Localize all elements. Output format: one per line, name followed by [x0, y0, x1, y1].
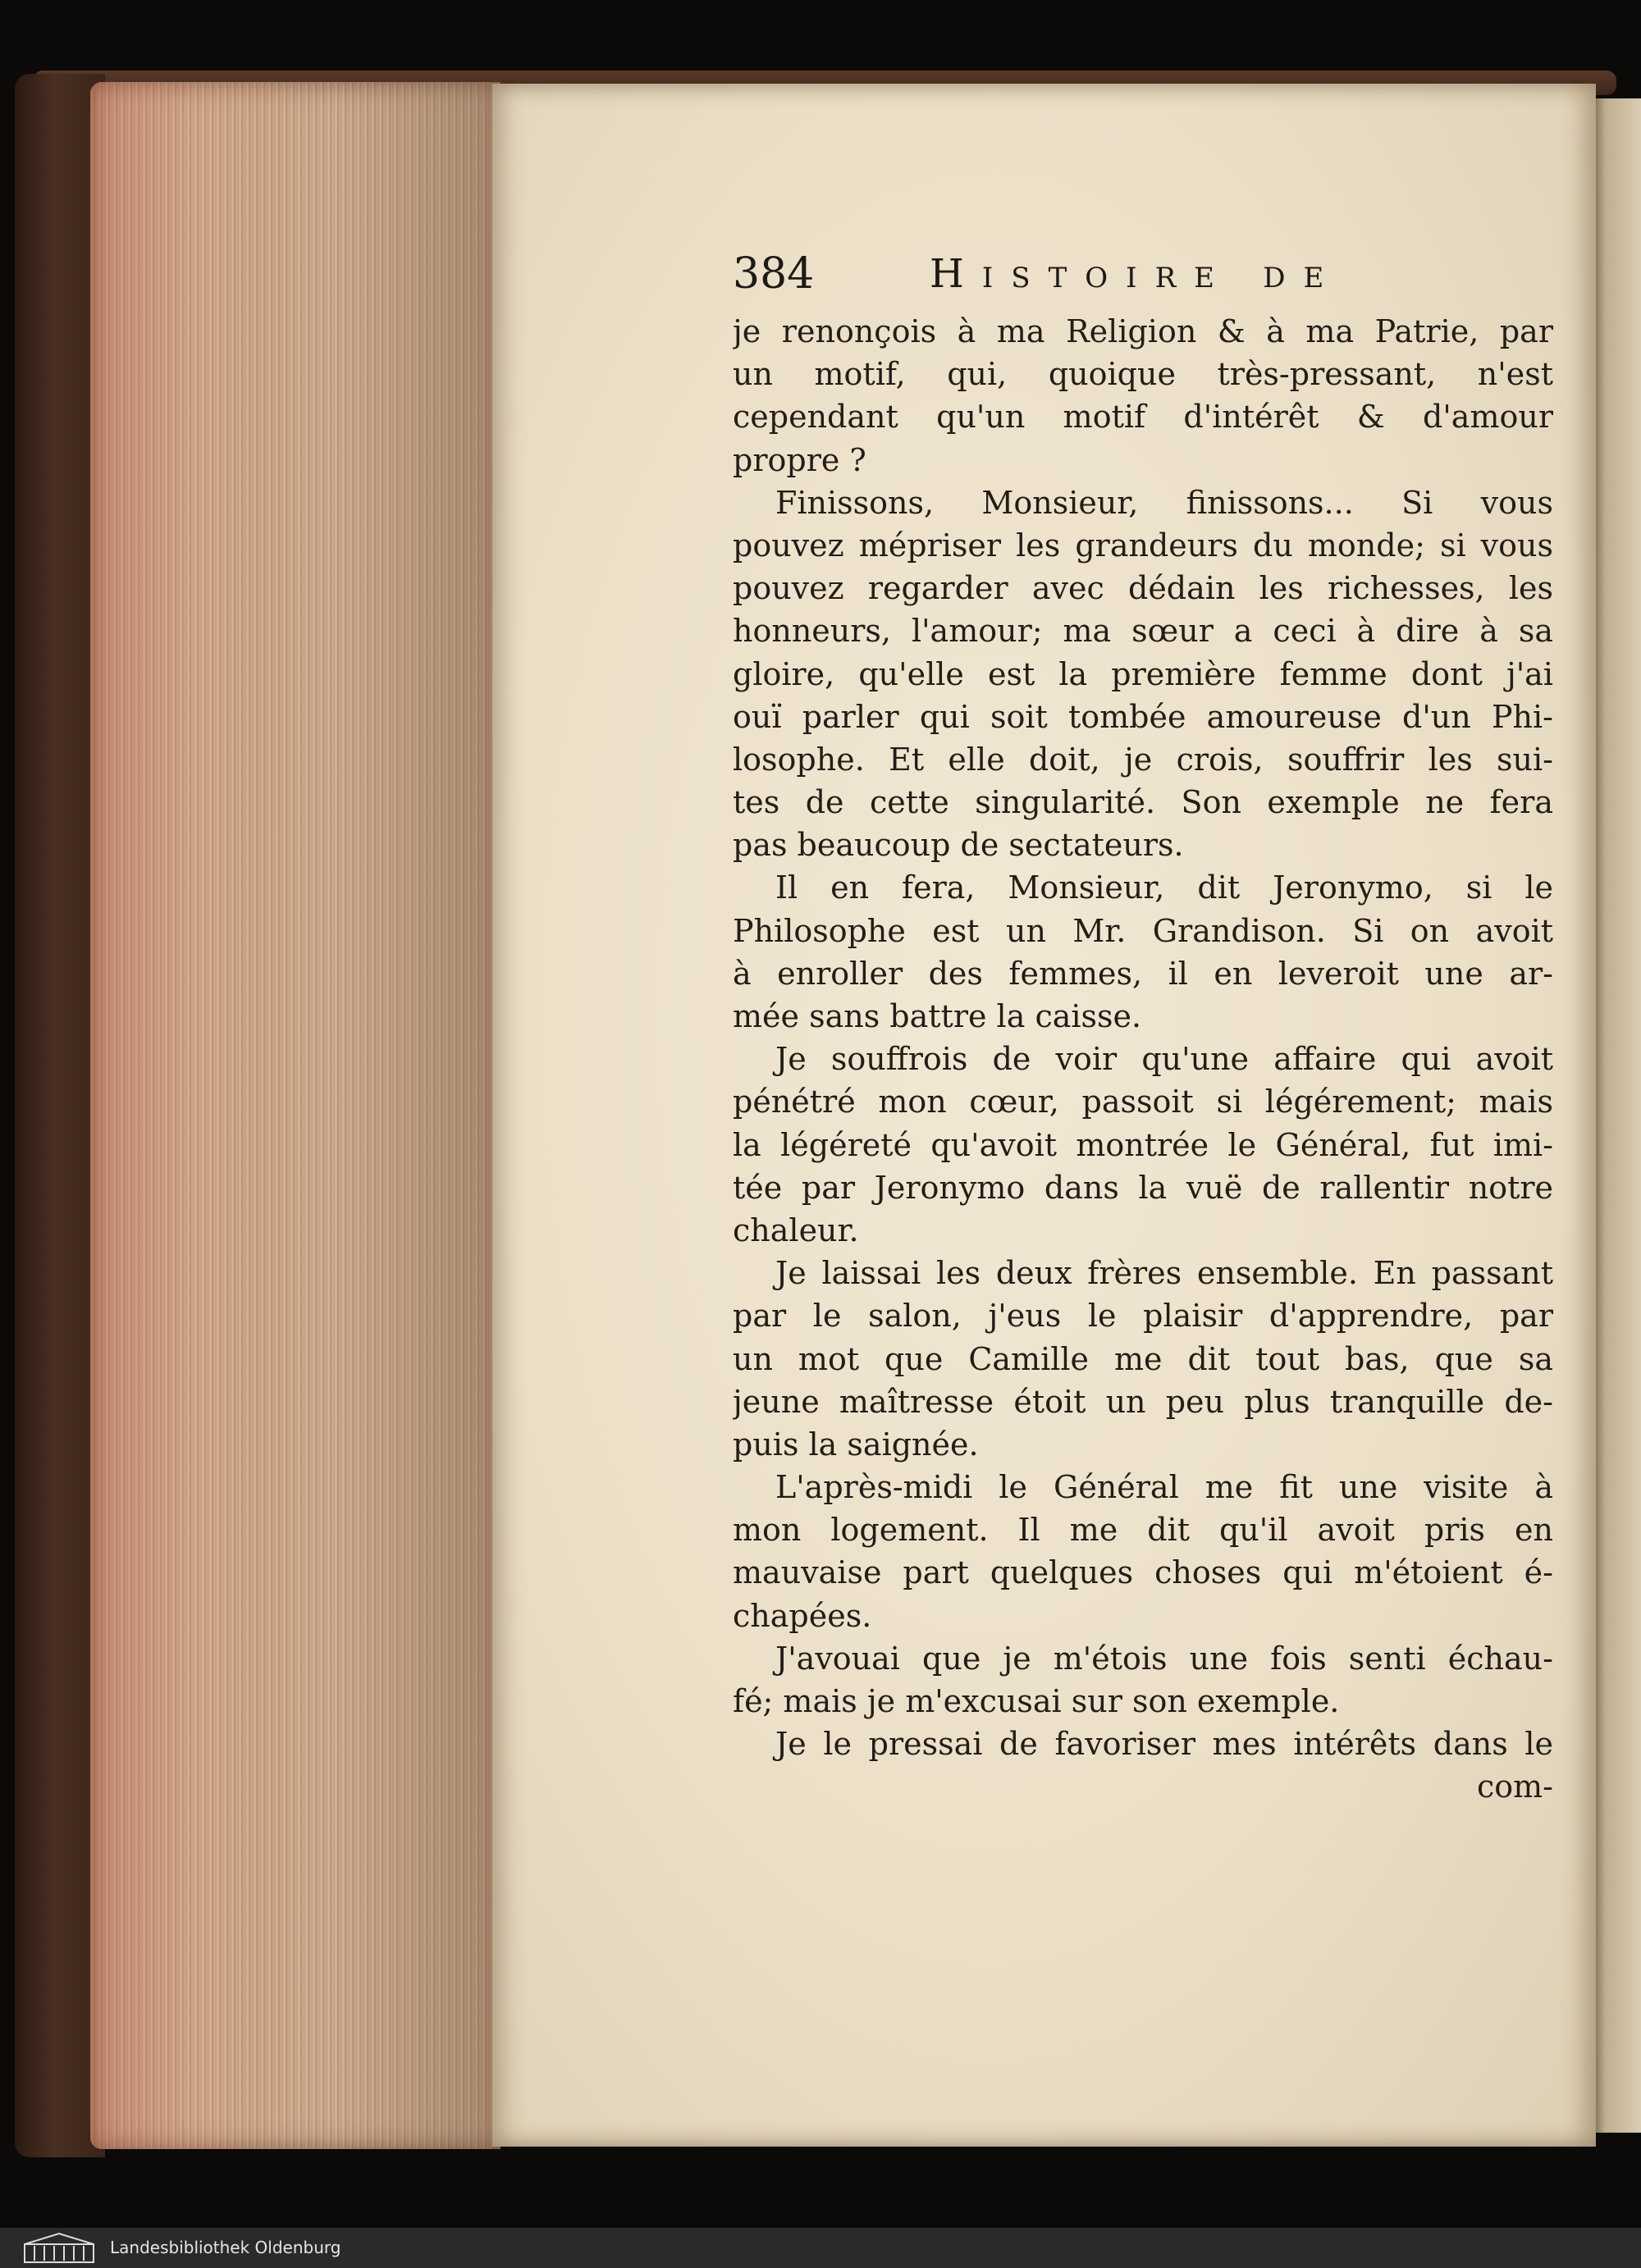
- text-line: jeune maîtresse étoit un peu plus tranquille de-: [733, 1383, 1553, 1420]
- text-line: Je le pressai de favoriser mes intérêts dans le: [775, 1726, 1553, 1763]
- text-line: tes de cette singularité. Son exemple ne fera: [733, 784, 1553, 821]
- running-title: Histoire de: [930, 251, 1342, 297]
- text-line: gloire, qu'elle est la première femme dont j'ai: [733, 655, 1553, 692]
- text-line: pénétré mon cœur, passoit si légérement; mais: [733, 1084, 1553, 1120]
- page-edges: [90, 82, 501, 2149]
- text-line: chaleur.: [733, 1212, 859, 1248]
- text-line: par le salon, j'eus le plaisir d'apprendre, par: [733, 1298, 1553, 1335]
- text-line: je renonçois à ma Religion & à ma Patrie, par: [733, 313, 1553, 349]
- text-line: Finissons, Monsieur, finissons... Si vous: [775, 484, 1553, 521]
- text-line: fé; mais je m'excusai sur son exemple.: [733, 1683, 1340, 1719]
- library-name: Landesbibliothek Oldenburg: [110, 2238, 341, 2257]
- text-line: ouï parler qui soit tombée amoureuse d'un Phi-: [733, 698, 1553, 735]
- text-line: tée par Jeronymo dans la vuë de rallentir notre: [733, 1169, 1553, 1206]
- page-number: 384: [733, 249, 815, 299]
- text-line: chapées.: [733, 1597, 872, 1634]
- text-line: mauvaise part quelques choses qui m'étoient é-: [733, 1554, 1553, 1591]
- text-line: à enroller des femmes, il en leveroit une ar-: [733, 955, 1553, 992]
- facing-page-edge: [1590, 98, 1641, 2133]
- catchword: com-: [1476, 1768, 1553, 1805]
- text-line: Je laissai les deux frères ensemble. En passant: [775, 1255, 1553, 1292]
- body-text: [733, 310, 1553, 1809]
- text-line: losophe. Et elle doit, je crois, souffrir les sui-: [733, 741, 1553, 778]
- text-line: Je souffrois de voir qu'une affaire qui avoit: [775, 1041, 1553, 1078]
- page-header: [733, 248, 1492, 300]
- text-line: L'après-midi le Général me fit une visite à: [775, 1469, 1553, 1506]
- text-line: pouvez mépriser les grandeurs du monde; si vous: [733, 527, 1553, 564]
- text-line: honneurs, l'amour; ma sœur a ceci à dire à sa: [733, 613, 1553, 650]
- text-line: J'avouai que je m'étois une fois senti échau-: [775, 1640, 1553, 1677]
- text-line: un motif, qui, quoique très-pressant, n'est: [733, 356, 1553, 393]
- text-line: la légéreté qu'avoit montrée le Général, fut imi-: [733, 1126, 1553, 1163]
- text-line: Philosophe est un Mr. Grandison. Si on avoit: [733, 912, 1553, 949]
- footer-bar: [0, 2228, 1641, 2268]
- library-building-icon: [23, 2231, 95, 2264]
- text-line: pouvez regarder avec dédain les richesses, les: [733, 570, 1553, 607]
- text-line: cependant qu'un motif d'intérêt & d'amour: [733, 399, 1553, 436]
- text-line: pas beaucoup de sectateurs.: [733, 827, 1184, 864]
- text-line: propre ?: [733, 441, 866, 478]
- text-line: un mot que Camille me dit tout bas, que sa: [733, 1340, 1553, 1377]
- text-line: mon logement. Il me dit qu'il avoit pris en: [733, 1512, 1553, 1549]
- text-line: Il en fera, Monsieur, dit Jeronymo, si le: [775, 869, 1553, 906]
- text-line: mée sans battre la caisse.: [733, 998, 1142, 1034]
- text-line: puis la saignée.: [733, 1426, 979, 1463]
